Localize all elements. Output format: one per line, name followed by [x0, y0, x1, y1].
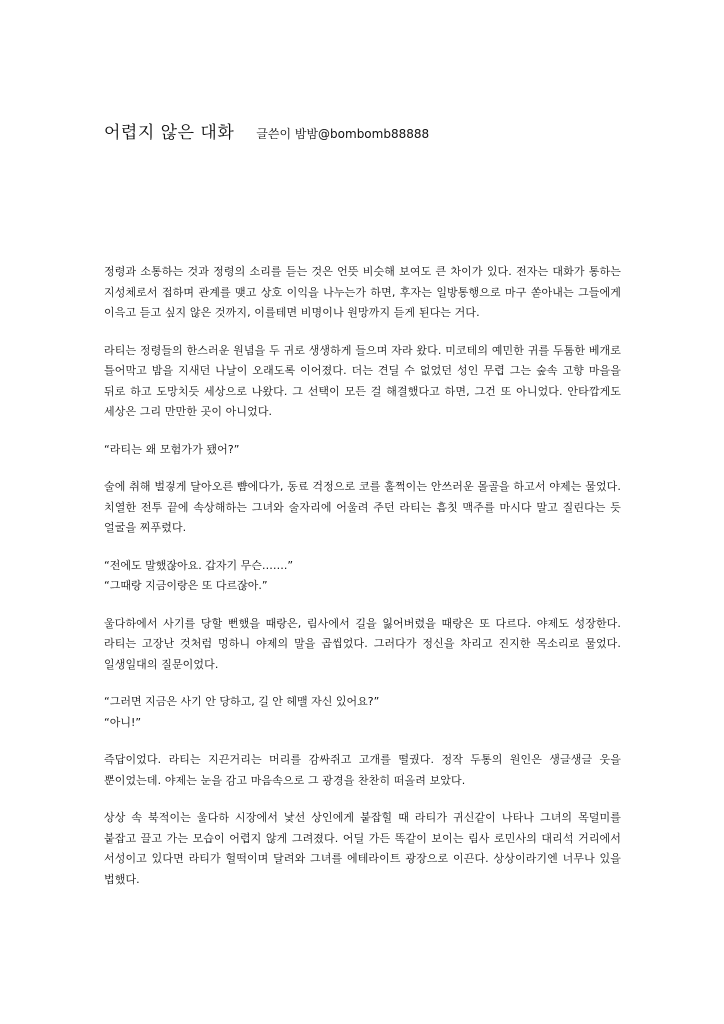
dialogue-line: “그러면 지금은 사기 안 당하고, 길 안 헤맬 자신 있어요?”: [104, 695, 380, 708]
document-body: [104, 262, 621, 907]
paragraph-2: 라티는 정령들의 한스러운 원념을 두 귀로 생생하게 들으며 자라 왔다. 미코테의 예민한 귀를 두툼한 베개로 틀어막고 밤을 지새던 나날이 오래도록 이어졌다. 더는 견딜 수 없었던 성인 무렵 그는 숲속 고향 마을을 뒤로 하고 도망치듯 세상으로 나왔다. 그 선택이 모든 걸 해결했다고 하면, 그건 또 아니었다. 안타깝게도 세상은 그리 만만한 곳이 아니었다.: [104, 343, 621, 418]
dialogue-block-1: [104, 556, 621, 597]
paragraph-1: 정령과 소통하는 것과 정령의 소리를 듣는 것은 언뜻 비슷해 보여도 큰 차이가 있다. 전자는 대화가 통하는 지성체로서 접하며 관계를 맺고 상호 이익을 나누는가 하면, 후자는 일방통행으로 마구 쏟아내는 그들에게 이윽고 듣고 싶지 않은 것까지, 이를테면 비명이나 원망까지 듣게 된다는 거다.: [104, 265, 621, 319]
dialogue-question: “라티는 왜 모험가가 됐어?”: [104, 442, 240, 456]
document-author: 글쓴이 밤밤@bombomb88888: [256, 127, 430, 141]
paragraph-3: 술에 취해 벌겋게 달아오른 뺨에다가, 동료 걱정으로 코를 훌쩍이는 안쓰러운 몰골을 하고서 야제는 물었다. 치열한 전투 끝에 속상해하는 그녀와 술자리에 어울려 주던 라티는 흠칫 맥주를 마시다 말고 질린다는 듯 얼굴을 찌푸렸다.: [104, 480, 621, 534]
dialogue-line: “전에도 말했잖아요. 갑자기 무슨…….”: [104, 558, 294, 572]
paragraph-6: 상상 속 북적이는 울다하 시장에서 낯선 상인에게 붙잡힐 때 라티가 귀신같이 나타나 그녀의 목덜미를 붙잡고 끌고 가는 모습이 어렵지 않게 그려졌다. 어딜 가든 똑같이 보이는 림사 로민사의 대리석 거리에서 서성이고 있다면 라티가 헐떡이며 달려와 그녀를 에테라이트 광장으로 이끈다. 상상이라기엔 너무나 있을 법했다.: [104, 811, 621, 886]
paragraph-5: 즉답이었다. 라티는 지끈거리는 머리를 감싸쥐고 고개를 떨궜다. 정작 두통의 원인은 생글생글 웃을 뿐이었는데. 야제는 눈을 감고 마음속으로 그 광경을 찬찬히 떠올려 보았다.: [104, 753, 621, 787]
document-header: [104, 118, 429, 143]
dialogue-block-2: [104, 692, 621, 733]
document-title: 어렵지 않은 대화: [104, 123, 235, 143]
paragraph-4: 울다하에서 사기를 당할 뻔했을 때랑은, 림사에서 길을 잃어버렸을 때랑은 또 다르다. 야제도 성장한다. 라티는 고장난 것처럼 멍하니 야제의 말을 곱씹었다. 그러다가 정신을 차리고 진지한 목소리로 물었다. 일생일대의 질문이었다.: [104, 616, 621, 671]
dialogue-line: “아니!”: [104, 715, 142, 729]
dialogue-line: “그때랑 지금이랑은 또 다르잖아.”: [104, 579, 268, 592]
